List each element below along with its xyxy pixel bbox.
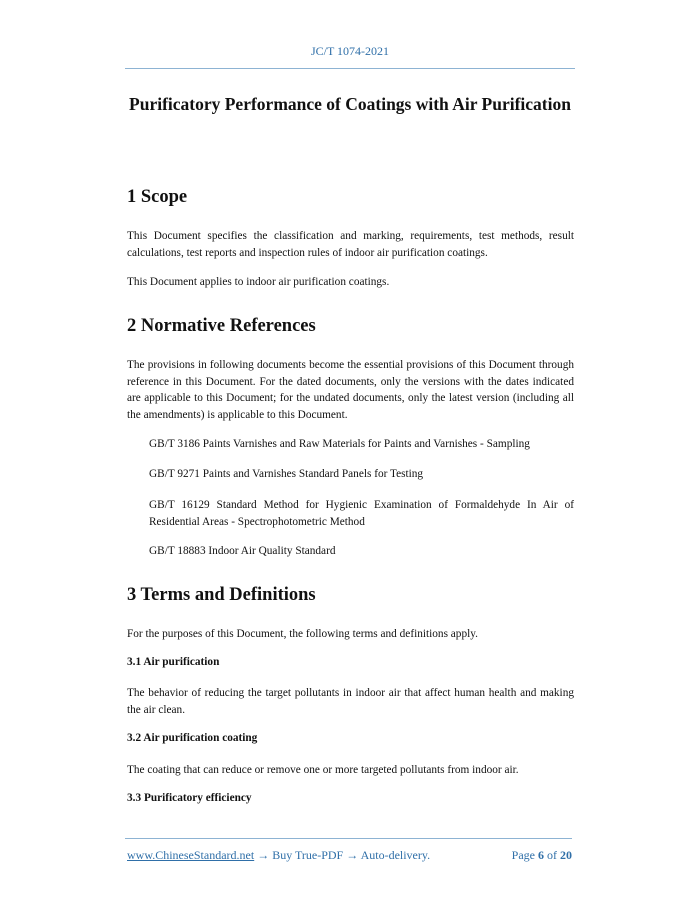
term-definition-air-purification-coating: The coating that can reduce or remove one or more targeted pollutants from indoor air.: [127, 764, 519, 776]
site-link[interactable]: www.ChineseStandard.net: [127, 848, 255, 862]
page-total: 20: [560, 848, 572, 862]
footer-promo-text: → Buy True-PDF → Auto-delivery.: [254, 848, 431, 862]
footer-promo: [127, 848, 430, 863]
page-word: Page: [511, 848, 535, 862]
document-title: Purificatory Performance of Coatings with Air Purification: [129, 94, 571, 114]
section-heading-terms-definitions: 3 Terms and Definitions: [127, 585, 316, 605]
page-indicator: [512, 848, 572, 863]
term-heading-purificatory-efficiency: 3.3 Purificatory efficiency: [127, 792, 252, 804]
section-heading-normative-references: 2 Normative References: [127, 316, 316, 336]
section-heading-scope: 1 Scope: [127, 187, 188, 207]
page-current: 6: [538, 848, 544, 862]
normative-intro-paragraph: The provisions in following documents become the essential provisions of this Document through reference in this Document. For the dated documents, only the versions with the dates indicated are applicable to this Document; for the undated documents, only the latest version (including all the amendments) is applicable to this Document.: [127, 359, 574, 421]
scope-paragraph-1: This Document specifies the classification and marking, requirements, test methods, result calculations, test reports and inspection rules of indoor air purification coatings.: [127, 230, 574, 259]
terms-intro-paragraph: For the purposes of this Document, the following terms and definitions apply.: [127, 628, 478, 640]
standard-code-header: JC/T 1074-2021: [310, 44, 390, 58]
term-heading-air-purification-coating: 3.2 Air purification coating: [127, 732, 258, 744]
term-definition-air-purification: The behavior of reducing the target pollutants in indoor air that affect human health and making the air clean.: [127, 687, 574, 716]
footer-divider: [125, 838, 572, 839]
reference-item: GB/T 16129 Standard Method for Hygienic Examination of Formaldehyde In Air of Residential Areas - Spectrophotometric Method: [149, 499, 574, 528]
scope-paragraph-2: This Document applies to indoor air purification coatings.: [127, 276, 390, 288]
reference-item: GB/T 9271 Paints and Varnishes Standard Panels for Testing: [149, 468, 424, 480]
of-word: of: [547, 848, 557, 862]
header-divider: [125, 68, 575, 69]
reference-item: GB/T 3186 Paints Varnishes and Raw Materials for Paints and Varnishes - Sampling: [149, 438, 530, 450]
reference-item: GB/T 18883 Indoor Air Quality Standard: [149, 545, 336, 557]
term-heading-air-purification: 3.1 Air purification: [127, 656, 220, 668]
